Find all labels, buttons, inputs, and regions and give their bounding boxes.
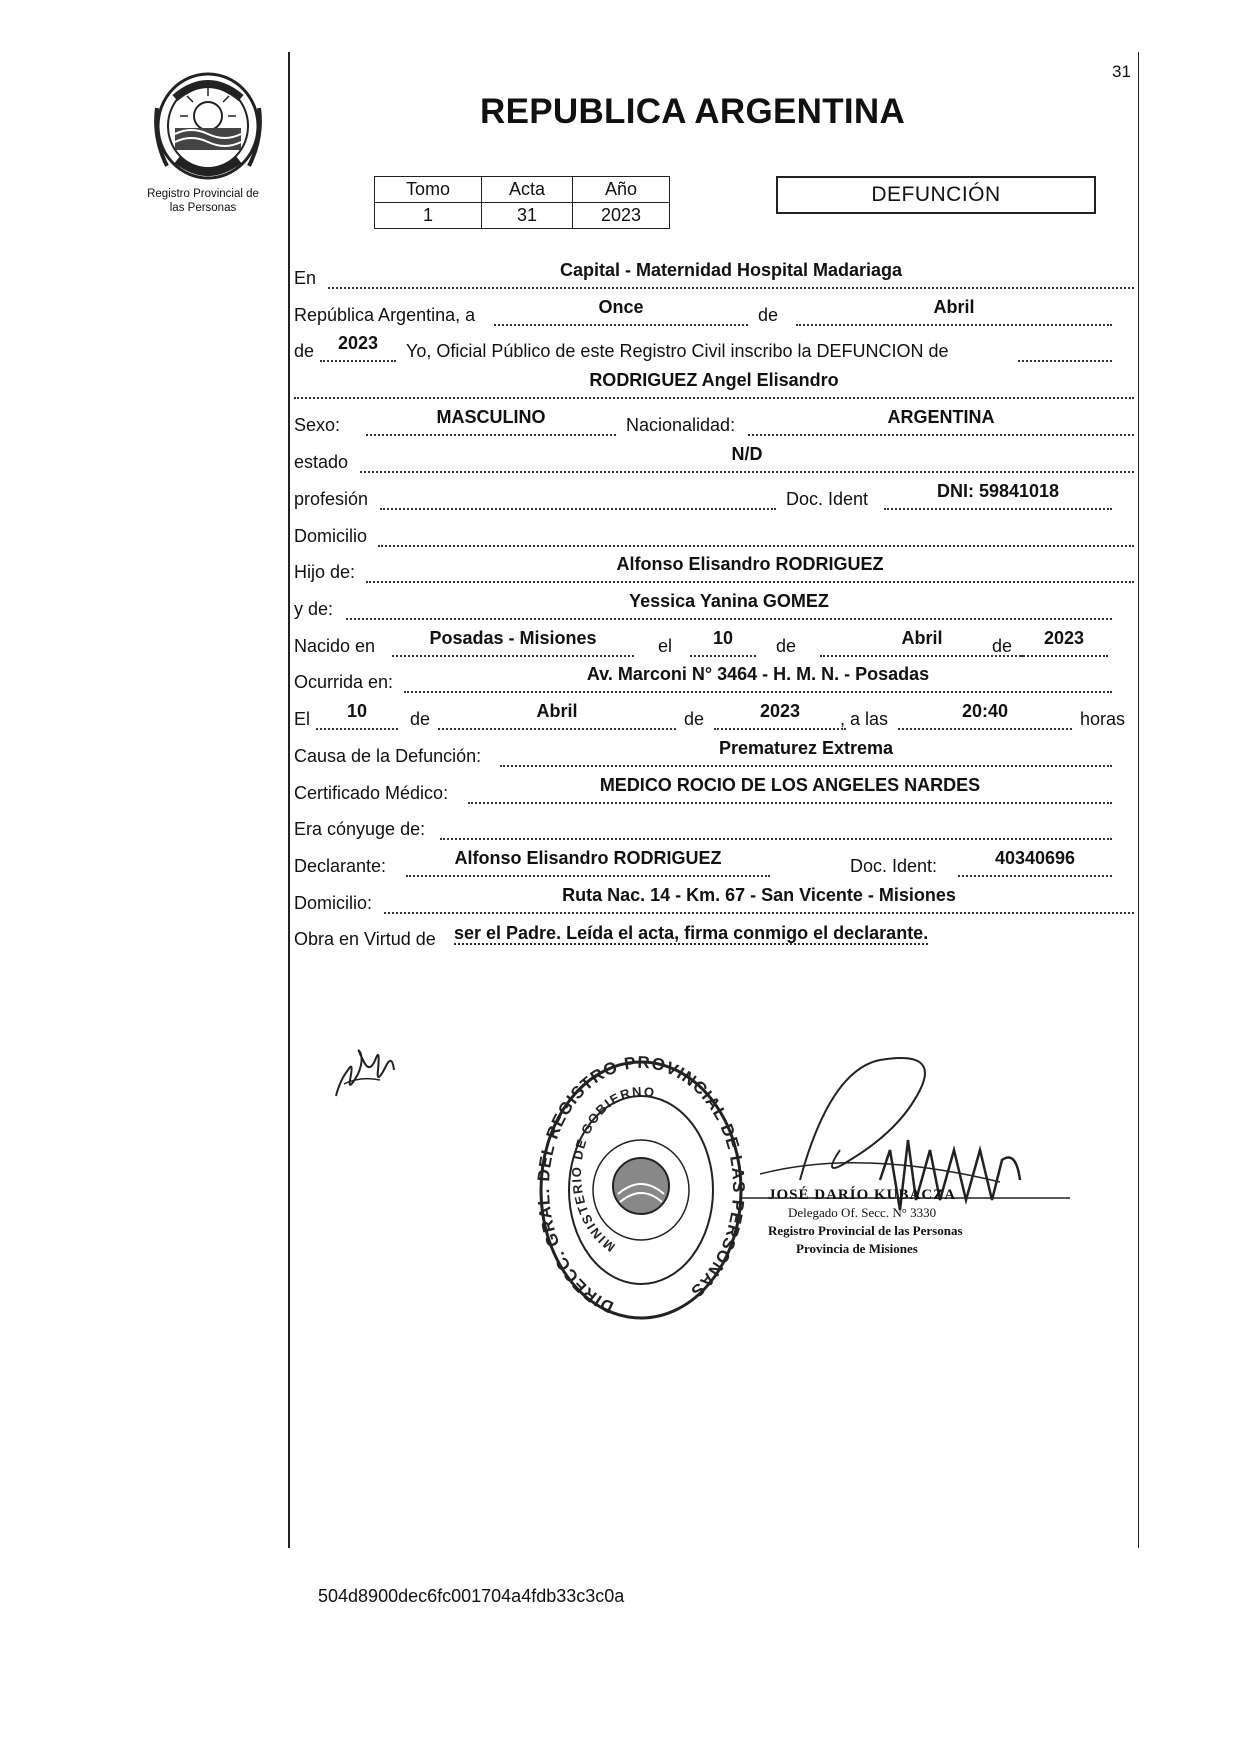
label-causa: Causa de la Defunción: xyxy=(294,746,482,766)
seal-outer-text: DIRECC. GRAL DEL REGISTRO PROVINCIAL DE LA PERSONAS xyxy=(536,1056,746,1317)
registry-caption xyxy=(128,187,278,215)
label-doc-ident: Doc. Ident xyxy=(786,489,869,509)
field-causa xyxy=(500,739,1112,767)
field-mes xyxy=(796,298,1112,326)
value-nacido-lugar: Posadas - Misiones xyxy=(429,628,597,648)
value-declarante-doc: 40340696 xyxy=(994,848,1076,868)
left-margin-line xyxy=(288,52,290,1548)
acta-value: 31 xyxy=(482,203,573,229)
label-ocurrida-en: Ocurrida en: xyxy=(294,672,394,692)
field-declarante xyxy=(406,849,770,877)
seal-drawing xyxy=(536,1056,746,1324)
tomo-header: Tomo xyxy=(375,177,482,203)
label-profesion: profesión xyxy=(294,489,369,509)
field-anio xyxy=(320,334,396,362)
value-nacido-mes: Abril xyxy=(901,628,943,648)
label-domicilio: Domicilio xyxy=(294,526,368,546)
value-certificado: MEDICO ROCIO DE LOS ANGELES NARDES xyxy=(599,775,981,795)
field-def-dia xyxy=(316,702,398,730)
label-obra: Obra en Virtud de xyxy=(294,929,436,949)
right-margin-line xyxy=(1138,52,1139,1548)
label-doc-ident-declarante: Doc. Ident: xyxy=(850,856,938,876)
tomo-value: 1 xyxy=(375,203,482,229)
label-de-def-mes: de xyxy=(410,709,431,729)
official-seal xyxy=(536,1056,746,1324)
label-de-def-anio: de xyxy=(684,709,705,729)
value-declarante-domicilio: Ruta Nac. 14 - Km. 67 - San Vicente - Misiones xyxy=(562,885,956,905)
registry-caption-line2: las Personas xyxy=(169,202,237,214)
label-yo-oficial: Yo, Oficial Público de este Registro Civil inscribo la DEFUNCION de xyxy=(406,341,949,361)
value-def-hora: 20:40 xyxy=(961,701,1009,721)
field-ocurrida xyxy=(404,665,1112,693)
field-madre xyxy=(346,592,1112,620)
official-position: Delegado Of. Secc. N° 3330 xyxy=(788,1205,937,1220)
field-sexo xyxy=(366,408,616,436)
record-reference-table xyxy=(374,176,670,229)
value-mes: Abril xyxy=(933,297,975,317)
label-domicilio-declarante: Domicilio: xyxy=(294,893,373,913)
label-certificado: Certificado Médico: xyxy=(294,783,449,803)
field-estado xyxy=(360,445,1134,473)
field-nacionalidad xyxy=(748,408,1134,436)
field-padre xyxy=(366,555,1134,583)
label-conyuge: Era cónyuge de: xyxy=(294,819,426,839)
official-stamp xyxy=(768,1186,963,1258)
page-number: 31 xyxy=(1112,62,1131,81)
field-nacido-lugar xyxy=(392,629,634,657)
document-hash: 504d8900dec6fc001704a4fdb33c3c0a xyxy=(318,1586,625,1606)
value-doc-ident: DNI: 59841018 xyxy=(936,481,1060,501)
label-estado: estado xyxy=(294,452,349,472)
field-profesion xyxy=(380,482,776,510)
label-horas: horas xyxy=(1080,709,1126,729)
field-def-anio xyxy=(714,702,846,730)
field-nombre xyxy=(294,371,1134,399)
value-nacido-dia: 10 xyxy=(712,628,734,648)
value-estado: N/D xyxy=(731,444,763,464)
value-declarante: Alfonso Elisandro RODRIGUEZ xyxy=(454,848,722,868)
field-conyuge xyxy=(440,812,1112,840)
label-y-de: y de: xyxy=(294,599,334,619)
official-office: Registro Provincial de las Personas xyxy=(768,1223,963,1238)
field-certificado xyxy=(468,776,1112,804)
value-nacido-anio: 2023 xyxy=(1043,628,1085,648)
value-causa: Prematurez Extrema xyxy=(718,738,894,758)
field-doc-ident xyxy=(884,482,1112,510)
field-def-mes xyxy=(438,702,676,730)
declarant-signature xyxy=(330,1040,410,1100)
label-declarante: Declarante: xyxy=(294,856,387,876)
label-republica-a: República Argentina, a xyxy=(294,305,476,325)
field-nacido-dia xyxy=(690,629,756,657)
province-coat-of-arms-logo xyxy=(153,68,263,180)
value-def-mes: Abril xyxy=(536,701,578,721)
seal-inner-text: MINISTERIO DE GOBIERNO xyxy=(568,1083,657,1255)
field-def-hora xyxy=(898,702,1072,730)
field-declarante-domicilio xyxy=(384,886,1134,914)
field-dia xyxy=(494,298,748,326)
field-obra xyxy=(454,922,992,950)
value-def-dia: 10 xyxy=(346,701,368,721)
label-el: el xyxy=(658,636,673,656)
value-nombre: RODRIGUEZ Angel Elisandro xyxy=(589,370,839,390)
official-name: JOSÉ DARÍO KUBACZA xyxy=(768,1187,957,1203)
value-sexo: MASCULINO xyxy=(436,407,546,427)
document-title: REPUBLICA ARGENTINA xyxy=(480,92,906,131)
field-declarante-doc xyxy=(958,849,1112,877)
label-nacionalidad: Nacionalidad: xyxy=(626,415,736,435)
field-domicilio xyxy=(378,519,1134,547)
registry-caption-line1: Registro Provincial de xyxy=(147,188,259,200)
official-province: Provincia de Misiones xyxy=(796,1241,918,1256)
field-lugar xyxy=(328,261,1134,289)
value-anio: 2023 xyxy=(337,333,379,353)
label-hijo-de: Hijo de: xyxy=(294,562,356,582)
value-ocurrida: Av. Marconi N° 3464 - H. M. N. - Posadas xyxy=(586,664,930,684)
acta-header: Acta xyxy=(482,177,573,203)
label-sexo: Sexo: xyxy=(294,415,341,435)
value-obra: ser el Padre. Leída el acta, firma conmigo el declarante. xyxy=(454,923,929,943)
value-def-anio: 2023 xyxy=(759,701,801,721)
label-de-nacido-anio: de xyxy=(992,636,1013,656)
act-type-box: DEFUNCIÓN xyxy=(776,176,1096,214)
value-padre: Alfonso Elisandro RODRIGUEZ xyxy=(616,554,884,574)
value-madre: Yessica Yanina GOMEZ xyxy=(629,591,829,611)
field-yo-oficial-blank xyxy=(1018,334,1112,362)
field-nacido-anio xyxy=(1020,629,1108,657)
value-dia: Once xyxy=(598,297,644,317)
value-nacionalidad: ARGENTINA xyxy=(887,407,995,427)
anio-value: 2023 xyxy=(573,203,670,229)
label-en: En xyxy=(294,268,317,288)
label-de-anio: de xyxy=(294,341,315,361)
label-el-defuncion: El xyxy=(294,709,311,729)
label-a-las: , a las xyxy=(840,709,889,729)
value-lugar: Capital - Maternidad Hospital Madariaga xyxy=(559,260,903,280)
label-de-nacido-mes: de xyxy=(776,636,797,656)
label-de: de xyxy=(758,305,779,325)
label-nacido-en: Nacido en xyxy=(294,636,376,656)
anio-header: Año xyxy=(573,177,670,203)
